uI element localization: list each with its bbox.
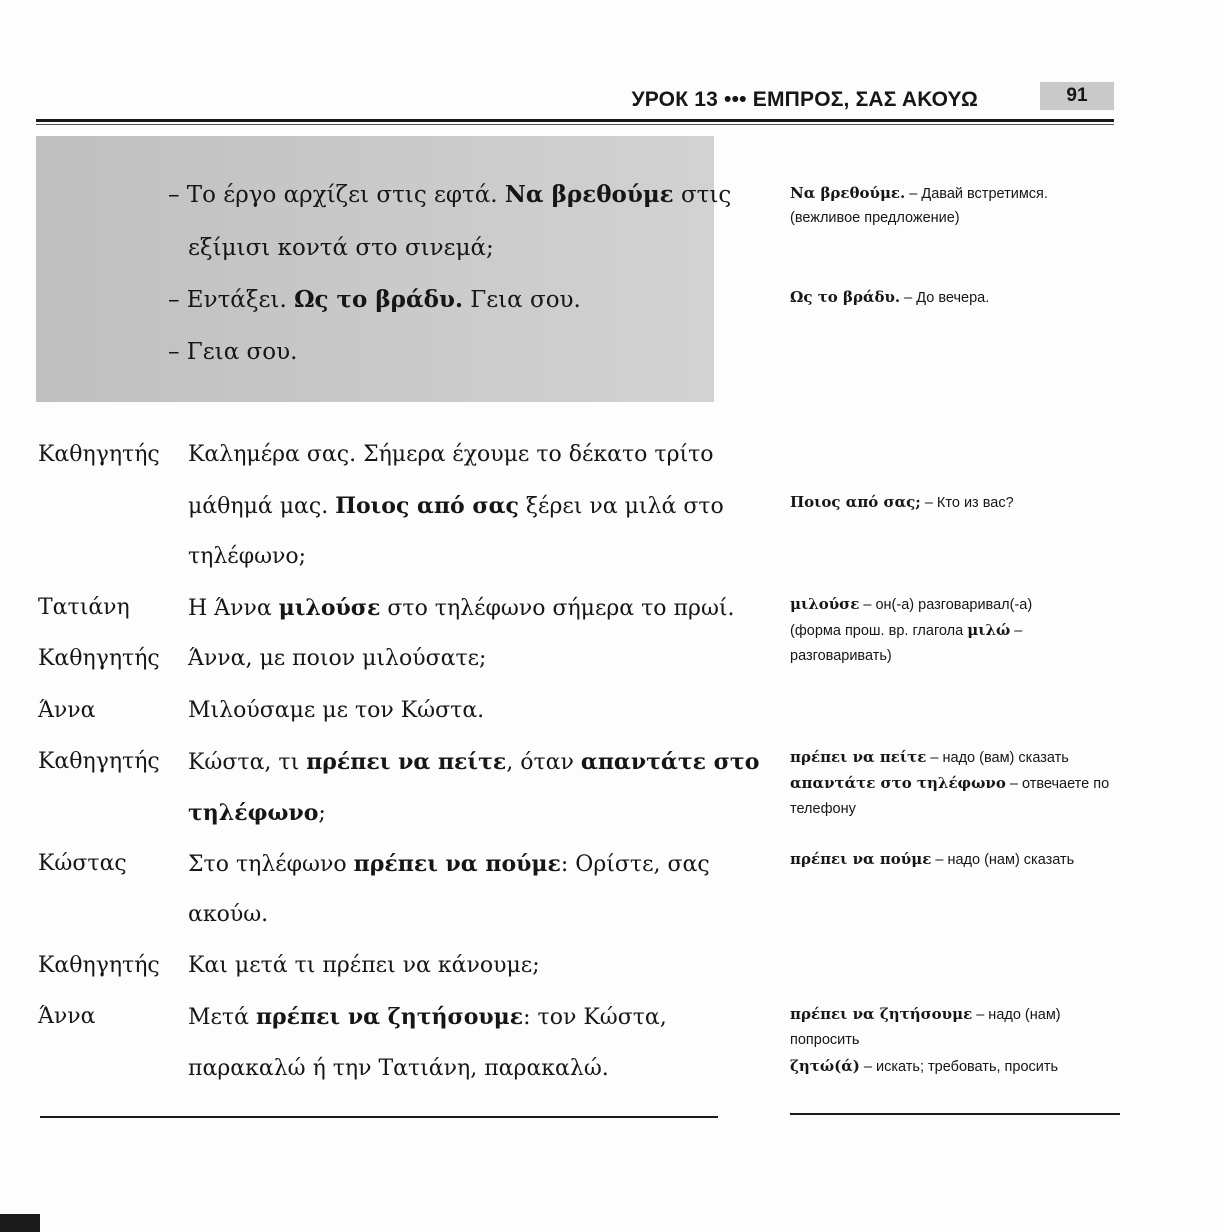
dialogue-line: Καλημέρα σας. Σήμερα έχουμε το δέκατο τρίτο [188, 442, 714, 467]
header-rule-thin [36, 124, 1114, 125]
speaker-name: Άννα [38, 698, 96, 723]
glossary-note: (вежливое предложение) [790, 210, 960, 226]
dialogue-line: ακούω. [188, 902, 269, 927]
dialogue-line: Η Άννα μιλούσε στο τηλέφωνο σήμερα το πρωί. [188, 595, 735, 621]
glossary-note: πρέπει να πούμε – надо (нам) сказать [790, 850, 1075, 868]
dialogue-line: Μιλούσαμε με τον Κώστα. [188, 698, 485, 723]
page-corner-shadow [0, 1214, 40, 1232]
dialogue-line: Μετά πρέπει να ζητήσουμε: τον Κώστα, [188, 1004, 667, 1030]
dialogue-line: παρακαλώ ή την Τατιάνη, παρακαλώ. [188, 1056, 609, 1081]
speaker-name: Καθηγητής [38, 442, 160, 467]
speaker-name: Καθηγητής [38, 646, 160, 671]
dialogue-line: μάθημά μας. Ποιος από σας ξέρει να μιλά στο [188, 493, 724, 519]
box-line: – Το έργο αρχίζει στις εφτά. Να βρεθούμε στις [168, 181, 732, 208]
glossary-note: Ποιος από σας; – Кто из вас? [790, 493, 1014, 511]
speaker-name: Καθηγητής [38, 749, 160, 774]
speaker-name: Τατιάνη [38, 595, 130, 620]
speaker-name: Άννα [38, 1004, 96, 1029]
bottom-rule-right [790, 1113, 1120, 1115]
bottom-rule-left [40, 1116, 718, 1118]
glossary-note: πρέπει να πείτε – надо (вам) сказать [790, 748, 1069, 766]
dialogue-line: Άννα, με ποιον μιλούσατε; [188, 646, 487, 671]
shaded-dialogue-box [36, 136, 714, 402]
dialogue-line: τηλέφωνο; [188, 800, 326, 826]
page-number: 91 [1040, 82, 1114, 110]
box-line: εξίμισι κοντά στο σινεμά; [188, 235, 494, 261]
box-line: – Γεια σου. [168, 339, 298, 365]
dialogue-line: τηλέφωνο; [188, 544, 307, 569]
glossary-note: απαντάτε στο τηλέφωνο – отвечаете по [790, 774, 1110, 792]
glossary-note: πρέπει να ζητήσουμε – надо (нам) [790, 1005, 1061, 1023]
header-rule [36, 119, 1114, 122]
box-line: – Εντάξει. Ως το βράδυ. Γεια σου. [168, 286, 581, 313]
glossary-note: Να βρεθούμε. – Давай встретимся. [790, 184, 1048, 202]
speaker-name: Κώστας [38, 851, 127, 876]
dialogue-line: Στο τηλέφωνο πρέπει να πούμε: Ορίστε, σας [188, 851, 710, 877]
speaker-name: Καθηγητής [38, 953, 160, 978]
dialogue-line: Κώστα, τι πρέπει να πείτε, όταν απαντάτε στο [188, 749, 760, 775]
lesson-header-title: УРОК 13 ••• ΕΜΠΡΟΣ, ΣΑΣ ΑΚΟΥΩ [631, 88, 978, 111]
glossary-note: ζητώ(ά) – искать; требовать, просить [790, 1057, 1059, 1075]
glossary-note: попросить [790, 1032, 860, 1048]
glossary-note: телефону [790, 801, 856, 817]
glossary-note: Ως το βράδυ. – До вечера. [790, 288, 990, 306]
glossary-note: μιλούσε – он(-а) разговаривал(-а) [790, 595, 1033, 613]
glossary-note: (форма прош. вр. глагола μιλώ – [790, 621, 1023, 639]
glossary-note: разговаривать) [790, 648, 892, 664]
dialogue-line: Και μετά τι πρέπει να κάνουμε; [188, 953, 540, 978]
